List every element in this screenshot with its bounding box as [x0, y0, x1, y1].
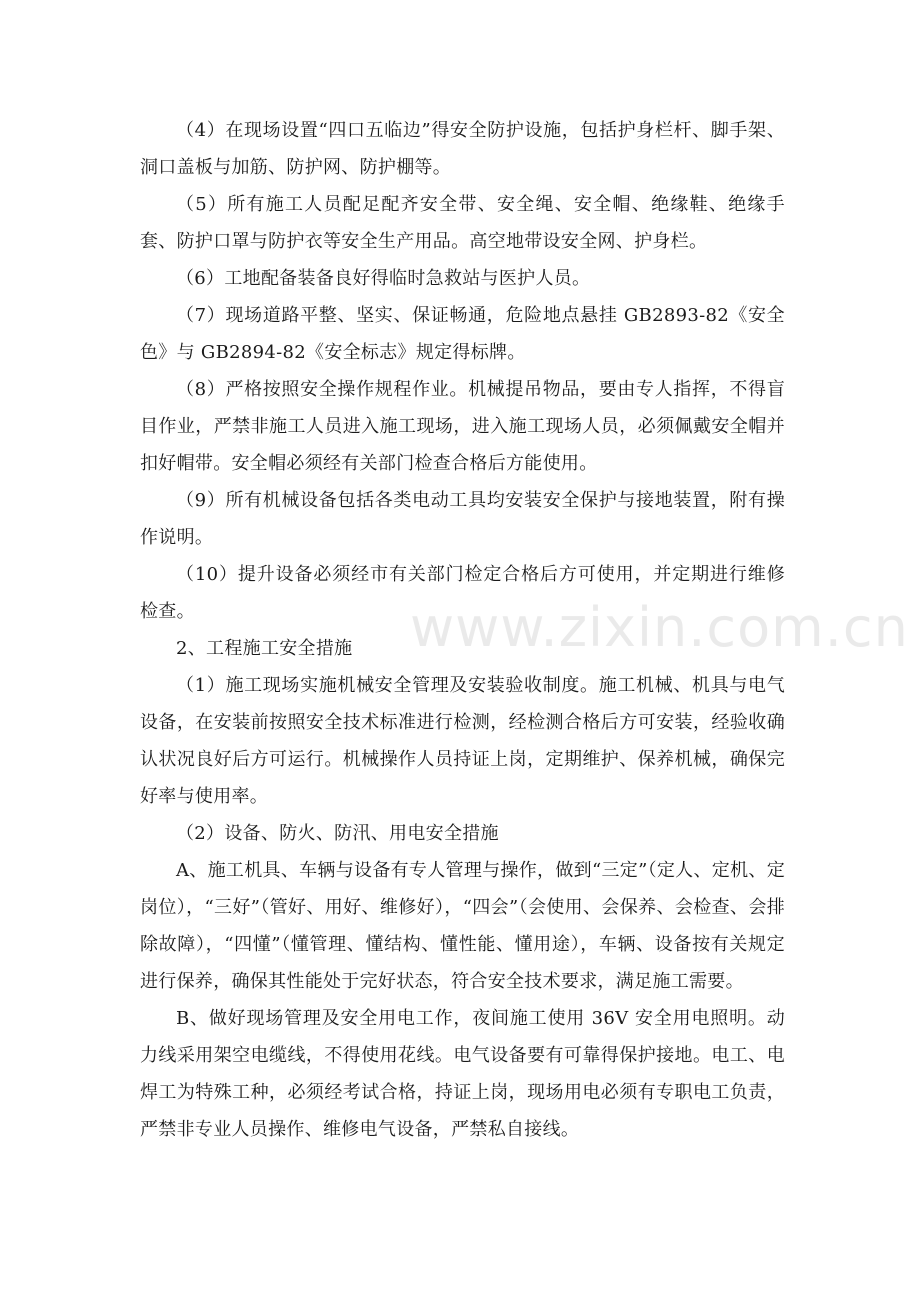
- section-heading: 2、工程施工安全措施: [176, 638, 353, 659]
- paragraph-measure-b: B、做好现场管理及安全用电工作，夜间施工使用 36V 安全用电照明。动力线采用架空电缆线，不得使用花线。电气设备要有可靠得保护接地。电工、电焊工为特殊工种，必须经考试合格，持证上岗，现场用电必须有专职电工负责，严禁非专业人员操作、维修电气设备，严禁私自接线。: [140, 1008, 785, 1140]
- paragraph-item-7: （7）现场道路平整、坚实、保证畅通，危险地点悬挂 GB2893-82《安全色》与 GB2894-82《安全标志》规定得标牌。: [140, 305, 785, 363]
- paragraph-item-10: （10）提升设备必须经市有关部门检定合格后方可使用，并定期进行维修检查。: [140, 564, 785, 622]
- paragraph-measure-a: A、施工机具、车辆与设备有专人管理与操作，做到“三定”（定人、定机、定岗位），“三好”（管好、用好、维修好），“四会”（会使用、会保养、会检查、会排除故障），“四懂”（懂管理、懂结构、懂性能、懂用途），车辆、设备按有关规定进行保养，确保其性能处于完好状态，符合安全技术要求，满足施工需要。: [140, 860, 785, 992]
- document-body: [140, 112, 785, 1148]
- paragraph-measure-1: （1）施工现场实施机械安全管理及安装验收制度。施工机械、机具与电气设备，在安装前按照安全技术标准进行检测，经检测合格后方可安装，经验收确认状况良好后方可运行。机械操作人员持证上岗，定期维护、保养机械，确保完好率与使用率。: [140, 675, 785, 807]
- paragraph-item-5: （5）所有施工人员配足配齐安全带、安全绳、安全帽、绝缘鞋、绝缘手套、防护口罩与防护衣等安全生产用品。高空地带设安全网、护身栏。: [140, 194, 785, 252]
- paragraph-measure-2: （2）设备、防火、防汛、用电安全措施: [176, 823, 499, 844]
- paragraph-item-4: （4）在现场设置“四口五临边”得安全防护设施，包括护身栏杆、脚手架、洞口盖板与加筋、防护网、防护棚等。: [140, 120, 785, 178]
- watermark: www.zixin.com.cn: [410, 596, 909, 659]
- paragraph-item-9: （9）所有机械设备包括各类电动工具均安装安全保护与接地装置，附有操作说明。: [140, 490, 785, 548]
- paragraph-item-6: （6）工地配备装备良好得临时急救站与医护人员。: [176, 268, 591, 289]
- paragraph-item-8: （8）严格按照安全操作规程作业。机械提吊物品，要由专人指挥，不得盲目作业，严禁非施工人员进入施工现场，进入施工现场人员，必须佩戴安全帽并扣好帽带。安全帽必须经有关部门检查合格后方能使用。: [140, 379, 785, 474]
